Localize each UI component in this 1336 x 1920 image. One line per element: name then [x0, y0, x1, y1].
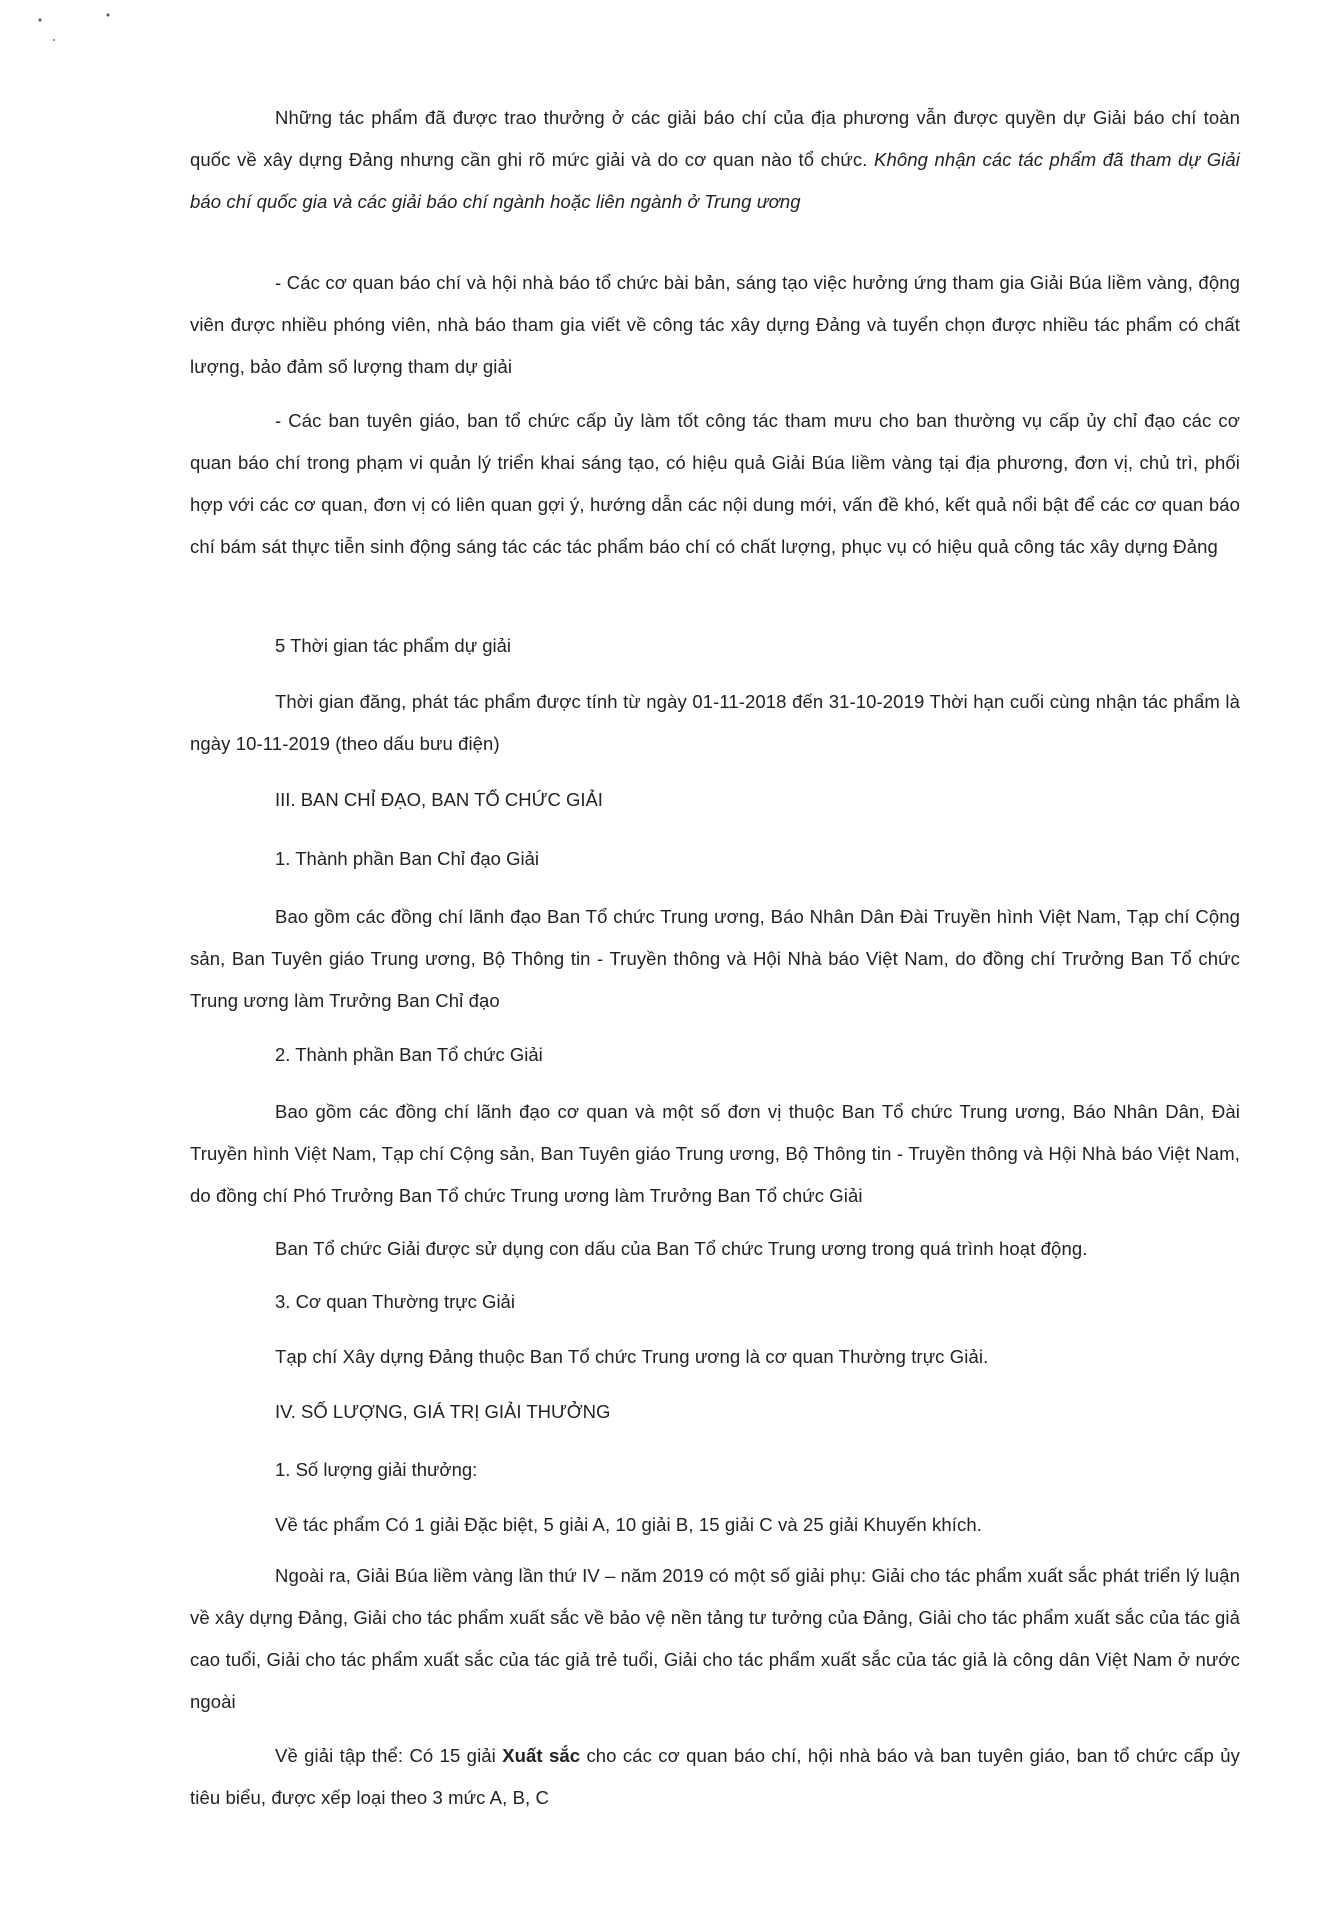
heading-section-iii: III. BAN CHỈ ĐẠO, BAN TỔ CHỨC GIẢI [275, 789, 603, 810]
paragraph-seal-usage: Ban Tổ chức Giải được sử dụng con dấu của Ban Tổ chức Trung ương trong quá trình hoạt động. [275, 1238, 1088, 1259]
paragraph-press-agencies: - Các cơ quan báo chí và hội nhà báo tổ chức bài bản, sáng tạo việc hưởng ứng tham gia Giải Búa liềm vàng, động viên được nhiều phóng viên, nhà báo tham gia viết về công tác xây dựng Đảng và tuyển chọn được nhiều tác phẩm có chất lượng, bảo đảm số lượng tham dự giải [190, 272, 1240, 377]
heading-steering-board: 1. Thành phần Ban Chỉ đạo Giải [275, 848, 539, 869]
heading-organizing-board: 2. Thành phần Ban Tổ chức Giải [275, 1044, 543, 1065]
paragraph-text: Những tác phẩm đã được trao thưởng ở các giải báo chí của địa phương vẫn được quyền dự Giải báo chí toàn quốc về xây dựng Đảng nhưng cần ghi rõ mức giải và do cơ quan nào tổ chức. [190, 107, 1240, 170]
paragraph-submission-time: Thời gian đăng, phát tác phẩm được tính từ ngày 01-11-2018 đến 31-10-2019 Thời hạn cuối cùng nhận tác phẩm là ngày 10-11-2019 (theo dấu bưu điện) [190, 691, 1240, 754]
paragraph-italic-text: Không nhận các tác phẩm đã tham dự Giải báo chí quốc gia và các giải báo chí ngành hoặc liên ngành ở Trung ương [190, 149, 1240, 212]
heading-standing-agency: 3. Cơ quan Thường trực Giải [275, 1291, 515, 1312]
paragraph-additional-prizes: Ngoài ra, Giải Búa liềm vàng lần thứ IV – năm 2019 có một số giải phụ: Giải cho tác phẩm xuất sắc phát triển lý luận về xây dựng Đảng, Giải cho tác phẩm xuất sắc về bảo vệ nền tảng tư tưởng của Đảng, Giải cho tác phẩm xuất sắc của tác giả cao tuổi, Giải cho tác phẩm xuất sắc của tác giả trẻ tuổi, Giải cho tác phẩm xuất sắc của tác giả là công dân Việt Nam ở nước ngoài [190, 1565, 1240, 1712]
paragraph-prior-awards [190, 97, 1240, 223]
paragraph-steering-board: Bao gồm các đồng chí lãnh đạo Ban Tổ chức Trung ương, Báo Nhân Dân Đài Truyền hình Việt Nam, Tạp chí Cộng sản, Ban Tuyên giáo Trung ương, Bộ Thông tin - Truyền thông và Hội Nhà báo Việt Nam, do đồng chí Trưởng Ban Tổ chức Trung ương làm Trưởng Ban Chỉ đạo [190, 906, 1240, 1011]
paragraph-work-prizes: Về tác phẩm Có 1 giải Đặc biệt, 5 giải A, 10 giải B, 15 giải C và 25 giải Khuyến khích. [275, 1514, 982, 1535]
paragraph-text: Về giải tập thể: Có 15 giải [275, 1745, 496, 1766]
paragraph-standing-agency: Tạp chí Xây dựng Đảng thuộc Ban Tổ chức Trung ương là cơ quan Thường trực Giải. [275, 1346, 989, 1367]
heading-submission-time: 5 Thời gian tác phẩm dự giải [275, 635, 512, 656]
paragraph-bold-text: Xuất sắc [502, 1745, 581, 1766]
scan-specks [0, 0, 140, 60]
paragraph-organizing-board: Bao gồm các đồng chí lãnh đạo cơ quan và một số đơn vị thuộc Ban Tổ chức Trung ương, Báo Nhân Dân, Đài Truyền hình Việt Nam, Tạp chí Cộng sản, Ban Tuyên giáo Trung ương, Bộ Thông tin - Truyền thông và Hội Nhà báo Việt Nam, do đồng chí Phó Trưởng Ban Tổ chức Trung ương làm Trưởng Ban Tổ chức Giải [190, 1101, 1240, 1206]
heading-section-iv: IV. SỐ LƯỢNG, GIÁ TRỊ GIẢI THƯỞNG [275, 1401, 611, 1422]
heading-prize-count: 1. Số lượng giải thưởng: [275, 1459, 478, 1480]
paragraph-text: cho các cơ quan báo chí, hội nhà báo và ban tuyên giáo, ban tổ chức cấp ủy tiêu biểu, được xếp loại theo 3 mức A, B, C [190, 1745, 1240, 1808]
paragraph-propaganda-boards: - Các ban tuyên giáo, ban tổ chức cấp ủy làm tốt công tác tham mưu cho ban thường vụ cấp ủy chỉ đạo các cơ quan báo chí trong phạm vi quản lý triển khai sáng tạo, có hiệu quả Giải Búa liềm vàng tại địa phương, đơn vị, chủ trì, phối hợp với các cơ quan, đơn vị có liên quan gợi ý, hướng dẫn các nội dung mới, vấn đề khó, kết quả nổi bật để các cơ quan báo chí bám sát thực tiễn sinh động sáng tác các tác phẩm báo chí có chất lượng, phục vụ có hiệu quả công tác xây dựng Đảng [190, 410, 1240, 557]
paragraph-collective-prizes [190, 1735, 1240, 1819]
